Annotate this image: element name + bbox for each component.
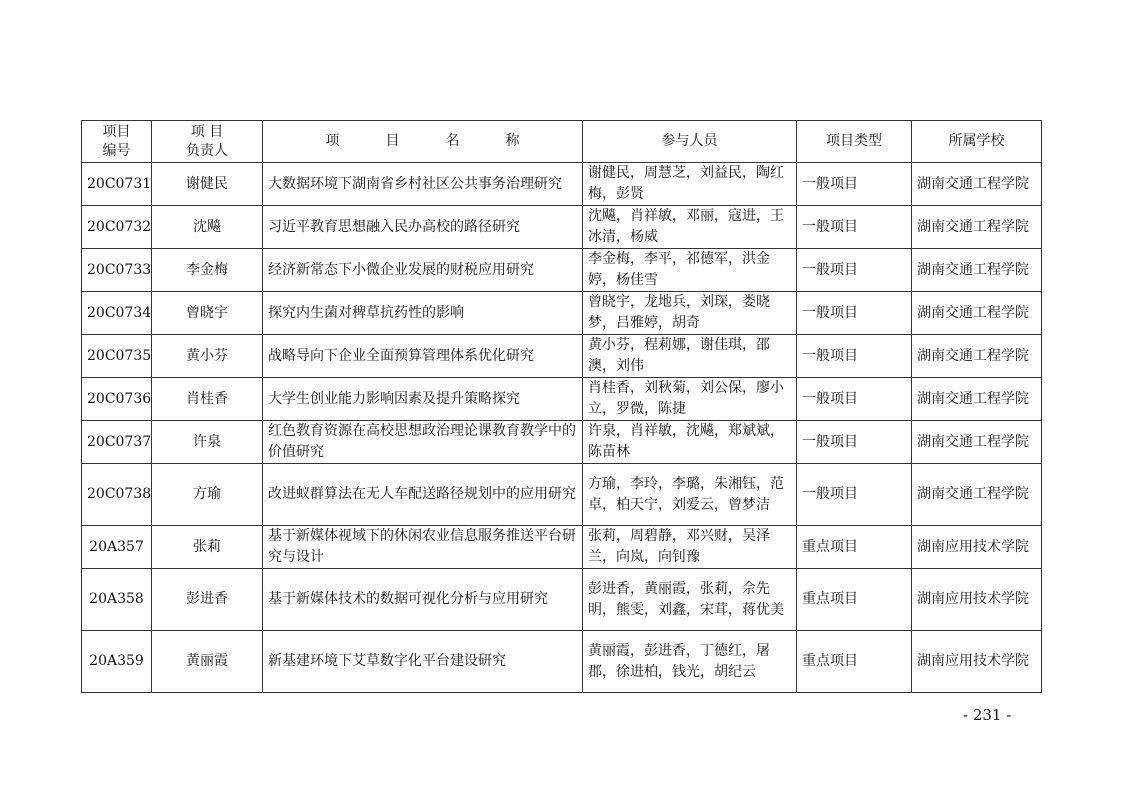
table-row [82,464,1042,526]
cell-project-type: 重点项目 [797,631,912,693]
cell-project-school: 湖南交通工程学院 [912,464,1042,526]
table-row [82,378,1042,421]
cell-project-members: 彭进香，黄丽霞，张莉，佘先明，熊雯，刘鑫，宋茸，蒋优美 [583,569,797,631]
cell-project-id: 20C0735 [82,335,152,378]
page-number: - 231 - [963,706,1012,724]
cell-project-type: 一般项目 [797,335,912,378]
cell-project-title: 探究内生菌对稗草抗药性的影响 [263,292,583,335]
table-row [82,206,1042,249]
cell-project-id: 20C0733 [82,249,152,292]
cell-project-members: 肖桂香，刘秋菊，刘公保，廖小立，罗微，陈捷 [583,378,797,421]
cell-project-id: 20C0737 [82,421,152,464]
cell-project-members: 李金梅，李平，祁德军，洪金婷，杨佳雪 [583,249,797,292]
cell-project-school: 湖南应用技术学院 [912,526,1042,569]
cell-project-title: 习近平教育思想融入民办高校的路径研究 [263,206,583,249]
cell-project-type: 一般项目 [797,206,912,249]
cell-project-members: 黄丽霞，彭进香，丁德红，屠郡，徐进柏，钱光，胡纪云 [583,631,797,693]
table-row [82,631,1042,693]
header-members: 参与人员 [583,121,797,163]
cell-project-members: 许泉，肖祥敏，沈飚，郑斌斌，陈苗林 [583,421,797,464]
cell-project-school: 湖南交通工程学院 [912,292,1042,335]
cell-project-id: 20C0738 [82,464,152,526]
cell-project-type: 一般项目 [797,249,912,292]
cell-project-type: 一般项目 [797,421,912,464]
cell-project-title: 基于新媒体技术的数据可视化分析与应用研究 [263,569,583,631]
table-body [82,163,1042,693]
table-row [82,335,1042,378]
cell-project-title: 战略导向下企业全面预算管理体系优化研究 [263,335,583,378]
project-table [81,120,1042,693]
cell-project-members: 沈飚，肖祥敏，邓丽，寇进，王冰清，杨威 [583,206,797,249]
cell-project-id: 20A357 [82,526,152,569]
table-row [82,163,1042,206]
cell-project-members: 谢健民，周慧芝，刘益民，陶红梅，彭贤 [583,163,797,206]
cell-project-lead: 黄丽霞 [152,631,263,693]
cell-project-lead: 彭进香 [152,569,263,631]
cell-project-id: 20A359 [82,631,152,693]
cell-project-type: 一般项目 [797,292,912,335]
cell-project-title: 新基建环境下艾草数字化平台建设研究 [263,631,583,693]
table-row [82,526,1042,569]
cell-project-type: 一般项目 [797,378,912,421]
table-row [82,421,1042,464]
cell-project-members: 黄小芬，程莉娜，谢佳琪，邵澳，刘伟 [583,335,797,378]
cell-project-title: 红色教育资源在高校思想政治理论课教育教学中的价值研究 [263,421,583,464]
cell-project-school: 湖南应用技术学院 [912,631,1042,693]
cell-project-school: 湖南应用技术学院 [912,569,1042,631]
header-title: 项 目 名 称 [263,121,583,163]
cell-project-school: 湖南交通工程学院 [912,163,1042,206]
cell-project-title: 改进蚁群算法在无人车配送路径规划中的应用研究 [263,464,583,526]
table-row [82,569,1042,631]
cell-project-school: 湖南交通工程学院 [912,378,1042,421]
cell-project-lead: 肖桂香 [152,378,263,421]
cell-project-type: 重点项目 [797,569,912,631]
cell-project-title: 大数据环境下湖南省乡村社区公共事务治理研究 [263,163,583,206]
cell-project-lead: 沈飚 [152,206,263,249]
header-type: 项目类型 [797,121,912,163]
cell-project-lead: 许泉 [152,421,263,464]
table-row [82,292,1042,335]
cell-project-members: 曾晓宇，龙地兵，刘琛，娄晓梦，吕雅婷，胡奇 [583,292,797,335]
cell-project-school: 湖南交通工程学院 [912,206,1042,249]
cell-project-lead: 李金梅 [152,249,263,292]
cell-project-lead: 张莉 [152,526,263,569]
cell-project-id: 20A358 [82,569,152,631]
cell-project-type: 一般项目 [797,163,912,206]
header-school: 所属学校 [912,121,1042,163]
cell-project-id: 20C0731 [82,163,152,206]
cell-project-school: 湖南交通工程学院 [912,335,1042,378]
header-lead: 项 目 负责人 [152,121,263,163]
cell-project-lead: 曾晓宇 [152,292,263,335]
cell-project-lead: 方瑜 [152,464,263,526]
cell-project-id: 20C0736 [82,378,152,421]
cell-project-id: 20C0734 [82,292,152,335]
cell-project-members: 方瑜，李玲，李璐，朱湘钰，范卓，柏天宁，刘爱云，曾梦洁 [583,464,797,526]
cell-project-title: 大学生创业能力影响因素及提升策略探究 [263,378,583,421]
cell-project-school: 湖南交通工程学院 [912,249,1042,292]
cell-project-type: 一般项目 [797,464,912,526]
header-id: 项目 编号 [82,121,152,163]
cell-project-lead: 黄小芬 [152,335,263,378]
cell-project-id: 20C0732 [82,206,152,249]
cell-project-members: 张莉，周碧静，邓兴财，吴泽兰，向岚，向钊豫 [583,526,797,569]
cell-project-lead: 谢健民 [152,163,263,206]
cell-project-title: 基于新媒体视域下的休闲农业信息服务推送平台研究与设计 [263,526,583,569]
cell-project-title: 经济新常态下小微企业发展的财税应用研究 [263,249,583,292]
table-row [82,249,1042,292]
cell-project-type: 重点项目 [797,526,912,569]
cell-project-school: 湖南交通工程学院 [912,421,1042,464]
header-row [82,121,1042,163]
